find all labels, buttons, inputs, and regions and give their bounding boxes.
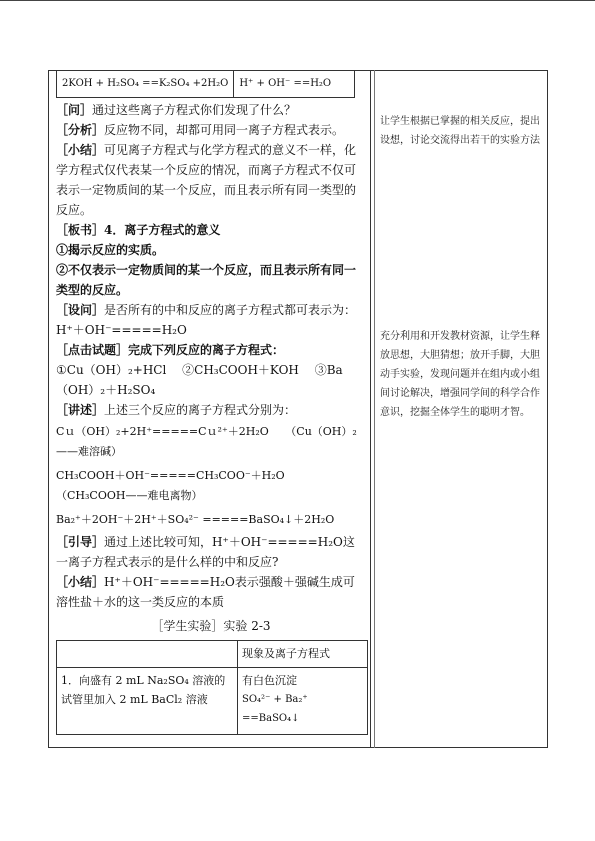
exercise-item-2: ②CH₃COOH＋KOH (182, 363, 299, 377)
equation-molecular: 2KOH + H₂SO₄ ==K₂SO₄ +2H₂O (57, 71, 234, 98)
column-divider (370, 70, 371, 748)
exercise-item-1: ①Cu（OH）₂+HCl (56, 363, 167, 377)
analysis-tag: ［分析］ (56, 123, 105, 137)
question-line (56, 100, 366, 120)
equation-ionic: H⁺ + OH⁻ ==H₂O (234, 71, 355, 98)
board-tag: ［板书］ (56, 223, 105, 237)
experiment-table (56, 640, 368, 735)
experiment-result-1-equation: SO₄²⁻ + Ba₂⁺ ==BaSO₄↓ (242, 694, 308, 724)
set-question-text: 是否所有的中和反应的离子方程式都可表示为：H⁺＋OH⁻=====H₂O (56, 303, 357, 337)
ionic-equation-1: Cｕ（OH）₂+2H⁺=====Cｕ²⁺＋2H₂O （Cu（OH）₂——难溶碱） (56, 425, 357, 458)
summary-line-2 (56, 572, 366, 612)
exercise-item-3: ③Ba（OH）₂＋H₂SO₄ (56, 363, 343, 397)
exercise-text: 完成下列反应的离子方程式： (128, 343, 285, 357)
side-note-2: 充分利用和开发教材资源，让学生释放思想，大胆猜想；放开手脚，大胆动手实验，发现问题并在组内或小组间讨论解决，增强同学间的科学合作意识，挖掘全体学生的聪明才智。 (380, 331, 540, 418)
analysis-text: 反应物不同，却都可用同一离子方程式表示。 (104, 123, 345, 137)
explain-line (56, 400, 366, 420)
meaning-2: ②不仅表示一定物质间的某一个反应，而且表示所有同一类型的反应。 (56, 263, 357, 297)
meaning-1: ①揭示反应的实质。 (56, 243, 165, 257)
guide-line (56, 532, 366, 572)
ionic-equation-3: Ba₂⁺＋2OH⁻＋2H⁺＋SO₄²⁻ =====BaSO₄↓＋2H₂O (56, 513, 335, 526)
page-top-rule (0, 0, 595, 1)
explain-tag: ［讲述］ (56, 403, 105, 417)
column-divider-inner (374, 70, 375, 748)
summary-tag-2: ［小结］ (56, 575, 105, 589)
guide-text: 通过上述比较可知，H⁺＋OH⁻=====H₂O这一离子方程式表示的是什么样的中和反应? (56, 535, 355, 569)
equation-table (56, 70, 355, 98)
experiment-result-1 (238, 668, 368, 735)
guide-tag: ［引导］ (56, 535, 105, 549)
set-question-line (56, 300, 366, 340)
experiment-header-right: 现象及离子方程式 (238, 641, 368, 668)
summary-tag-1: ［小结］ (56, 143, 105, 157)
main-column (56, 70, 366, 735)
set-question-tag: ［设问］ (56, 303, 105, 317)
analysis-line (56, 120, 366, 140)
board-line (56, 220, 366, 240)
ionic-equation-2: CH₃COOH＋OH⁻=====CH₃COO⁻＋H₂O （CH₃COOH——难电离物） (56, 469, 307, 502)
side-note-1: 让学生根据已掌握的相关反应，提出设想，讨论交流得出若干的实验方法 (380, 116, 540, 146)
experiment-step-1: 1．向盛有 2 mL Na₂SO₄ 溶液的试管里加入 2 mL BaCl₂ 溶液 (57, 668, 238, 735)
explain-text: 上述三个反应的离子方程式分别为： (104, 403, 297, 417)
summary-text-1: 可见离子方程式与化学方程式的意义不一样，化学方程式仅代表某一个反应的情况，而离子方程式不仅可表示一定物质间的某一个反应，而且表示所有同一类型的反应。 (56, 143, 357, 217)
summary-line-1 (56, 140, 366, 220)
exercise-line (56, 340, 366, 360)
exercise-tag: ［点击试题］ (56, 343, 129, 357)
summary-text-2: H⁺＋OH⁻=====H₂O表示强酸＋强碱生成可溶性盐＋水的这一类反应的本质 (56, 575, 355, 609)
exercise-items (56, 360, 366, 400)
board-text: 4．离子方程式的意义 (104, 223, 221, 237)
experiment-title: ［学生实验］实验 2-3 (151, 619, 271, 633)
experiment-result-1-phenomenon: 有白色沉淀 (242, 674, 297, 687)
question-text: 通过这些离子方程式你们发现了什么？ (92, 103, 297, 117)
experiment-header-left (57, 641, 238, 668)
question-tag: ［问］ (56, 103, 93, 117)
